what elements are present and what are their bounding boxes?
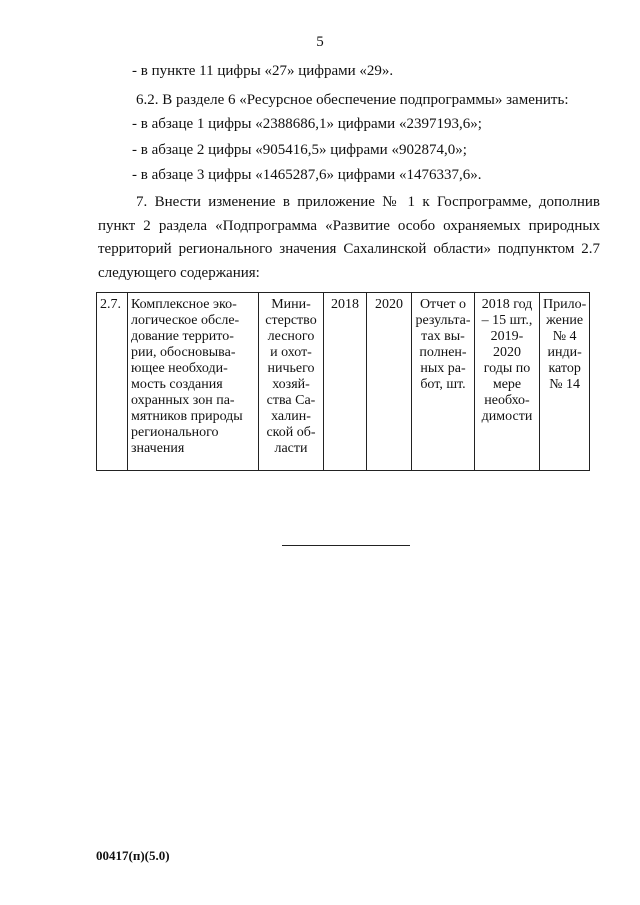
- page-number: 5: [316, 34, 324, 50]
- table-row: [97, 293, 590, 471]
- cell-activity-name: Комплексное эко- логическое обсле- дование террито- рии, обосновыва- ющее необходи- мость создания охранных зон па- мятников природы регионального значения: [128, 293, 259, 471]
- cell-executor: Мини- стерство лесного и охот- ничьего хозяй- ства Са- халин- ской об- ласти: [259, 293, 324, 471]
- cell-annex: Прило- жение № 4 инди- катор № 14: [540, 293, 590, 471]
- paragraph-abzats-1: - в абзаце 1 цифры «2388686,1» цифрами «2397193,6»;: [132, 116, 482, 132]
- cell-start-year: 2018: [324, 293, 367, 471]
- amendment-table: [96, 292, 590, 471]
- paragraph-item-11: - в пункте 11 цифры «27» цифрами «29».: [132, 63, 394, 79]
- cell-report: Отчет о результа- тах вы- полнен- ных ра- бот, шт.: [412, 293, 475, 471]
- paragraph-item-7: 7. Внести изменение в приложение № 1 к Госпрограмме, дополнив пункт 2 раздела «Подпрограмма «Развитие особо охраняемых природных территорий регионального значения Сахалинской области» подпунктом 2.7 следующего содержания:: [98, 194, 600, 281]
- cell-end-year: 2020: [367, 293, 412, 471]
- end-divider: [282, 545, 410, 546]
- cell-period: 2018 год – 15 шт., 2019- 2020 годы по мере необхо- димости: [475, 293, 540, 471]
- paragraph-abzats-3: - в абзаце 3 цифры «1465287,6» цифрами «1476337,6».: [132, 167, 482, 183]
- document-code: 00417(п)(5.0): [96, 848, 170, 863]
- cell-number: 2.7.: [97, 293, 128, 471]
- paragraph-section-6-2: 6.2. В разделе 6 «Ресурсное обеспечение подпрограммы» заменить:: [136, 92, 569, 108]
- paragraph-abzats-2: - в абзаце 2 цифры «905416,5» цифрами «902874,0»;: [132, 142, 467, 158]
